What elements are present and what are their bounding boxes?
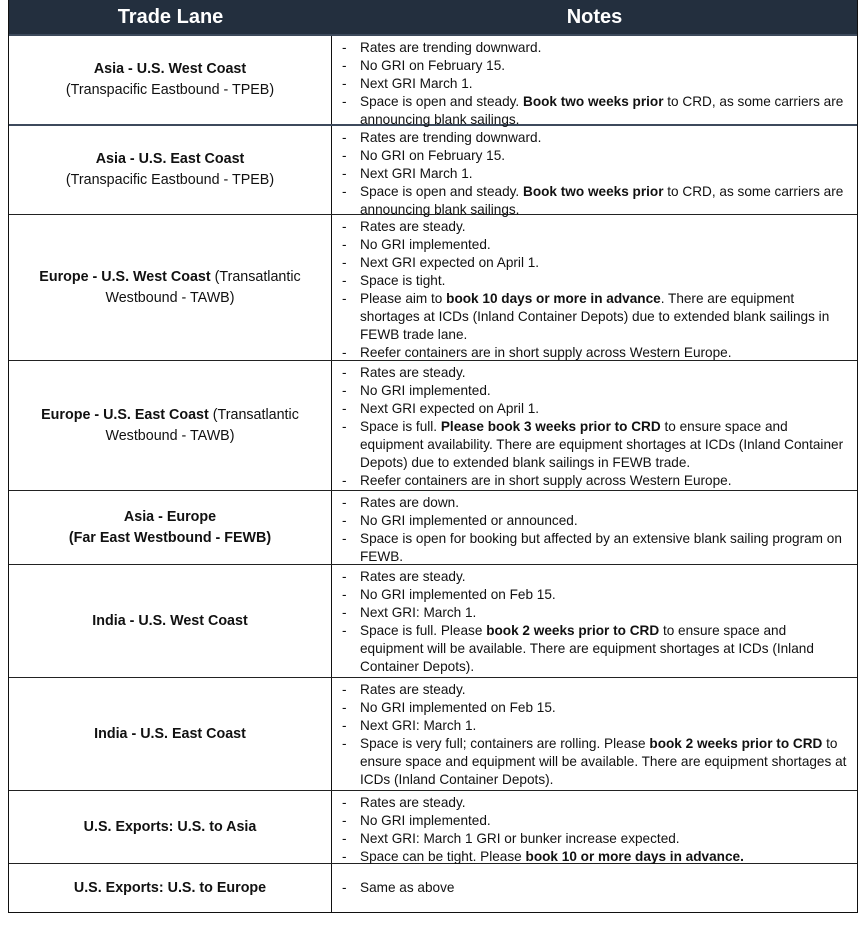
- notes-list: [342, 568, 853, 676]
- note-text: [360, 472, 853, 490]
- note-text: [360, 568, 853, 586]
- lane-name: Asia - Europe: [123, 508, 217, 525]
- table-body: [9, 34, 857, 912]
- bullet-dash: -: [342, 345, 347, 360]
- note-item: [342, 290, 853, 344]
- note-item: [342, 699, 853, 717]
- notes-cell: [332, 361, 857, 490]
- note-text: [360, 794, 853, 812]
- note-fragment: Rates are down.: [360, 495, 459, 510]
- note-emphasis: Book two weeks prior: [523, 94, 664, 109]
- note-text: [360, 39, 853, 57]
- table-row: [9, 863, 857, 912]
- bullet-dash: -: [342, 831, 347, 846]
- note-fragment: Rates are steady.: [360, 365, 466, 380]
- note-emphasis: book 2 weeks prior to CRD: [649, 736, 823, 751]
- trade-lane-cell: [9, 565, 332, 677]
- note-fragment: Next GRI expected on April 1.: [360, 255, 540, 270]
- note-text: [360, 735, 853, 789]
- trade-lane-table: [8, 0, 858, 913]
- lane-name: U.S. Exports: U.S. to Europe: [73, 879, 267, 896]
- note-item: [342, 717, 853, 735]
- note-item: [342, 382, 853, 400]
- note-fragment: to ensure space and equipment will be available. There are equipment shortages at ICDs (Inland Container Depots).: [360, 623, 814, 674]
- note-item: [342, 364, 853, 382]
- bullet-dash: -: [342, 473, 347, 488]
- note-fragment: Next GRI: March 1.: [360, 718, 477, 733]
- note-fragment: Space is full.: [360, 419, 441, 434]
- lane-name: India - U.S. East Coast: [94, 725, 246, 742]
- bullet-dash: -: [342, 700, 347, 715]
- lane-subtitle: (Transpacific Eastbound - TPEB): [65, 172, 275, 188]
- bullet-dash: -: [342, 531, 347, 546]
- note-fragment: No GRI implemented.: [360, 383, 491, 398]
- note-fragment: No GRI implemented.: [360, 237, 491, 252]
- note-fragment: Space is open and steady.: [360, 94, 523, 109]
- note-fragment: Space is very full; containers are rolling. Please: [360, 736, 650, 751]
- note-text: [360, 494, 853, 512]
- note-fragment: to ensure space and equipment availability. There are equipment shortages at ICDs (Inland Container Depots) due to extended blank sailings in FEWB trade.: [360, 419, 844, 470]
- note-text: [360, 364, 853, 382]
- bullet-dash: -: [342, 383, 347, 398]
- note-text: [360, 717, 853, 735]
- note-item: [342, 735, 853, 789]
- bullet-dash: -: [342, 148, 347, 163]
- note-item: [342, 418, 853, 472]
- note-text: [360, 812, 853, 830]
- note-fragment: to CRD, as some carriers are announcing blank sailings.: [360, 184, 844, 217]
- lane-name: U.S. Exports: U.S. to Asia: [83, 818, 257, 835]
- note-fragment: Next GRI: March 1.: [360, 605, 477, 620]
- lane-subtitle: (Transatlantic Westbound - TAWB): [105, 406, 299, 444]
- bullet-dash: -: [342, 237, 347, 252]
- note-fragment: Reefer containers are in short supply across Western Europe.: [360, 473, 732, 488]
- notes-cell: [332, 126, 857, 217]
- trade-lane-cell: [9, 36, 332, 124]
- bullet-dash: -: [342, 736, 347, 751]
- note-item: [342, 879, 454, 897]
- note-fragment: No GRI implemented.: [360, 813, 491, 828]
- note-fragment: Rates are trending downward.: [360, 40, 542, 55]
- note-item: [342, 254, 853, 272]
- note-item: [342, 236, 853, 254]
- bullet-dash: -: [342, 495, 347, 510]
- notes-list: [342, 794, 853, 866]
- note-emphasis: book 10 days or more in advance: [446, 291, 661, 306]
- table-row: [9, 124, 857, 217]
- note-fragment: to ensure space and equipment will be available. There are equipment shortages at ICDs (Inland Container Depots).: [360, 736, 847, 787]
- note-fragment: Same as above: [360, 879, 455, 895]
- note-fragment: Rates are steady.: [360, 569, 466, 584]
- trade-lane-label: [19, 267, 321, 309]
- bullet-dash: -: [342, 718, 347, 733]
- note-emphasis: book 2 weeks prior to CRD: [486, 623, 660, 638]
- note-item: [342, 400, 853, 418]
- notes-cell: [332, 678, 857, 790]
- note-item: [342, 147, 853, 165]
- bullet-dash: -: [342, 419, 347, 434]
- note-text: [360, 218, 853, 236]
- lane-subtitle: (Transpacific Eastbound - TPEB): [65, 82, 275, 98]
- note-item: [342, 604, 853, 622]
- note-text: [360, 382, 853, 400]
- note-item: [342, 472, 853, 490]
- notes-list: [342, 218, 853, 362]
- bullet-dash: -: [342, 849, 347, 864]
- note-text: [360, 75, 853, 93]
- notes-cell: [332, 864, 857, 912]
- lane-name: Europe - U.S. West Coast: [39, 268, 211, 285]
- note-fragment: Space can be tight. Please: [360, 849, 526, 864]
- note-emphasis: Please book 3 weeks prior to CRD: [440, 419, 661, 434]
- note-text: [360, 400, 853, 418]
- note-item: [342, 93, 853, 129]
- bullet-dash: -: [342, 879, 347, 895]
- note-fragment: Space is open and steady.: [360, 184, 523, 199]
- bullet-dash: -: [342, 291, 347, 306]
- note-text: [360, 344, 853, 362]
- header-notes: Notes: [566, 5, 623, 28]
- note-text: [360, 586, 853, 604]
- note-item: [342, 830, 853, 848]
- trade-lane-cell: [9, 126, 332, 214]
- trade-lane-cell: [9, 361, 332, 490]
- lane-name: Asia - U.S. West Coast: [93, 61, 247, 77]
- notes-list: [342, 364, 853, 490]
- note-item: [342, 494, 853, 512]
- note-fragment: . There are equipment shortages at ICDs (Inland Container Depots) due to extended blank sailings in FEWB trade lane.: [360, 291, 830, 342]
- note-item: [342, 794, 853, 812]
- bullet-dash: -: [342, 40, 347, 55]
- lane-name: India - U.S. West Coast: [92, 612, 248, 629]
- table-row: [9, 214, 857, 360]
- notes-cell: [332, 36, 857, 127]
- note-item: [342, 812, 853, 830]
- note-item: [342, 75, 853, 93]
- table-row: [9, 490, 857, 564]
- note-text: [360, 604, 853, 622]
- note-text: [360, 879, 454, 897]
- note-text: [360, 165, 853, 183]
- note-item: [342, 183, 853, 219]
- note-item: [342, 218, 853, 236]
- note-text: [360, 622, 853, 676]
- note-fragment: Rates are steady.: [360, 682, 466, 697]
- bullet-dash: -: [342, 273, 347, 288]
- bullet-dash: -: [342, 569, 347, 584]
- table-row: [9, 790, 857, 863]
- bullet-dash: -: [342, 166, 347, 181]
- bullet-dash: -: [342, 219, 347, 234]
- note-item: [342, 568, 853, 586]
- note-text: [360, 183, 853, 219]
- note-text: [360, 57, 853, 75]
- note-fragment: Next GRI March 1.: [360, 76, 473, 91]
- note-fragment: No GRI implemented on Feb 15.: [360, 700, 556, 715]
- header-trade-lane: Trade Lane: [117, 5, 224, 28]
- table-row: [9, 564, 857, 677]
- table-row: [9, 34, 857, 127]
- notes-list: [342, 129, 853, 219]
- note-item: [342, 622, 853, 676]
- note-fragment: to CRD, as some carriers are announcing blank sailings.: [360, 94, 844, 127]
- bullet-dash: -: [342, 130, 347, 145]
- trade-lane-cell: [9, 791, 332, 863]
- bullet-dash: -: [342, 184, 347, 199]
- table-row: [9, 677, 857, 790]
- bullet-dash: -: [342, 94, 347, 109]
- note-text: [360, 418, 853, 472]
- note-fragment: Reefer containers are in short supply across Western Europe.: [360, 345, 732, 360]
- note-emphasis: Book two weeks prior: [523, 184, 664, 199]
- note-item: [342, 586, 853, 604]
- note-text: [360, 699, 853, 717]
- bullet-dash: -: [342, 605, 347, 620]
- note-text: [360, 290, 853, 344]
- notes-cell: [332, 215, 857, 360]
- trade-lane-label: [19, 405, 321, 447]
- note-text: [360, 681, 853, 699]
- lane-subtitle: (Transatlantic Westbound - TAWB): [105, 268, 301, 306]
- note-item: [342, 530, 853, 566]
- note-emphasis: book 10 or more days in advance.: [525, 849, 744, 864]
- note-fragment: Space is tight.: [360, 273, 446, 288]
- note-item: [342, 165, 853, 183]
- bullet-dash: -: [342, 401, 347, 416]
- notes-cell: [332, 791, 857, 863]
- note-fragment: Rates are steady.: [360, 795, 466, 810]
- note-text: [360, 830, 853, 848]
- note-fragment: No GRI implemented or announced.: [360, 513, 578, 528]
- bullet-dash: -: [342, 365, 347, 380]
- trade-lane-cell: [9, 864, 332, 912]
- note-item: [342, 57, 853, 75]
- note-fragment: Next GRI: March 1 GRI or bunker increase expected.: [360, 831, 680, 846]
- note-text: [360, 93, 853, 129]
- notes-list: [342, 39, 853, 129]
- lane-name: Asia - U.S. East Coast: [95, 151, 245, 167]
- bullet-dash: -: [342, 76, 347, 91]
- bullet-dash: -: [342, 255, 347, 270]
- note-item: [342, 39, 853, 57]
- note-fragment: No GRI on February 15.: [360, 58, 506, 73]
- note-item: [342, 512, 853, 530]
- note-fragment: Next GRI expected on April 1.: [360, 401, 540, 416]
- notes-list: [342, 681, 853, 789]
- notes-list: [342, 494, 853, 566]
- note-fragment: No GRI on February 15.: [360, 148, 506, 163]
- table-row: [9, 360, 857, 490]
- notes-list: [342, 879, 454, 897]
- note-item: [342, 129, 853, 147]
- note-item: [342, 344, 853, 362]
- lane-name: Europe - U.S. East Coast: [41, 406, 209, 423]
- table-header: [9, 0, 857, 34]
- bullet-dash: -: [342, 58, 347, 73]
- bullet-dash: -: [342, 795, 347, 810]
- bullet-dash: -: [342, 623, 347, 638]
- trade-lane-cell: [9, 215, 332, 360]
- note-item: [342, 681, 853, 699]
- note-fragment: No GRI implemented on Feb 15.: [360, 587, 556, 602]
- note-fragment: Please aim to: [360, 291, 447, 306]
- note-fragment: Rates are trending downward.: [360, 130, 542, 145]
- note-text: [360, 530, 853, 566]
- trade-lane-cell: [9, 678, 332, 790]
- bullet-dash: -: [342, 813, 347, 828]
- note-fragment: Space is full. Please: [360, 623, 487, 638]
- lane-subtitle: (Far East Westbound - FEWB): [68, 529, 272, 546]
- notes-cell: [332, 491, 857, 564]
- note-text: [360, 129, 853, 147]
- note-fragment: Next GRI March 1.: [360, 166, 473, 181]
- trade-lane-cell: [9, 491, 332, 564]
- note-text: [360, 254, 853, 272]
- notes-cell: [332, 565, 857, 677]
- note-item: [342, 272, 853, 290]
- note-text: [360, 147, 853, 165]
- bullet-dash: -: [342, 513, 347, 528]
- bullet-dash: -: [342, 682, 347, 697]
- note-text: [360, 236, 853, 254]
- note-text: [360, 512, 853, 530]
- note-text: [360, 272, 853, 290]
- note-fragment: Rates are steady.: [360, 219, 466, 234]
- bullet-dash: -: [342, 587, 347, 602]
- note-fragment: Space is open for booking but affected by an extensive blank sailing program on FEWB.: [360, 531, 842, 564]
